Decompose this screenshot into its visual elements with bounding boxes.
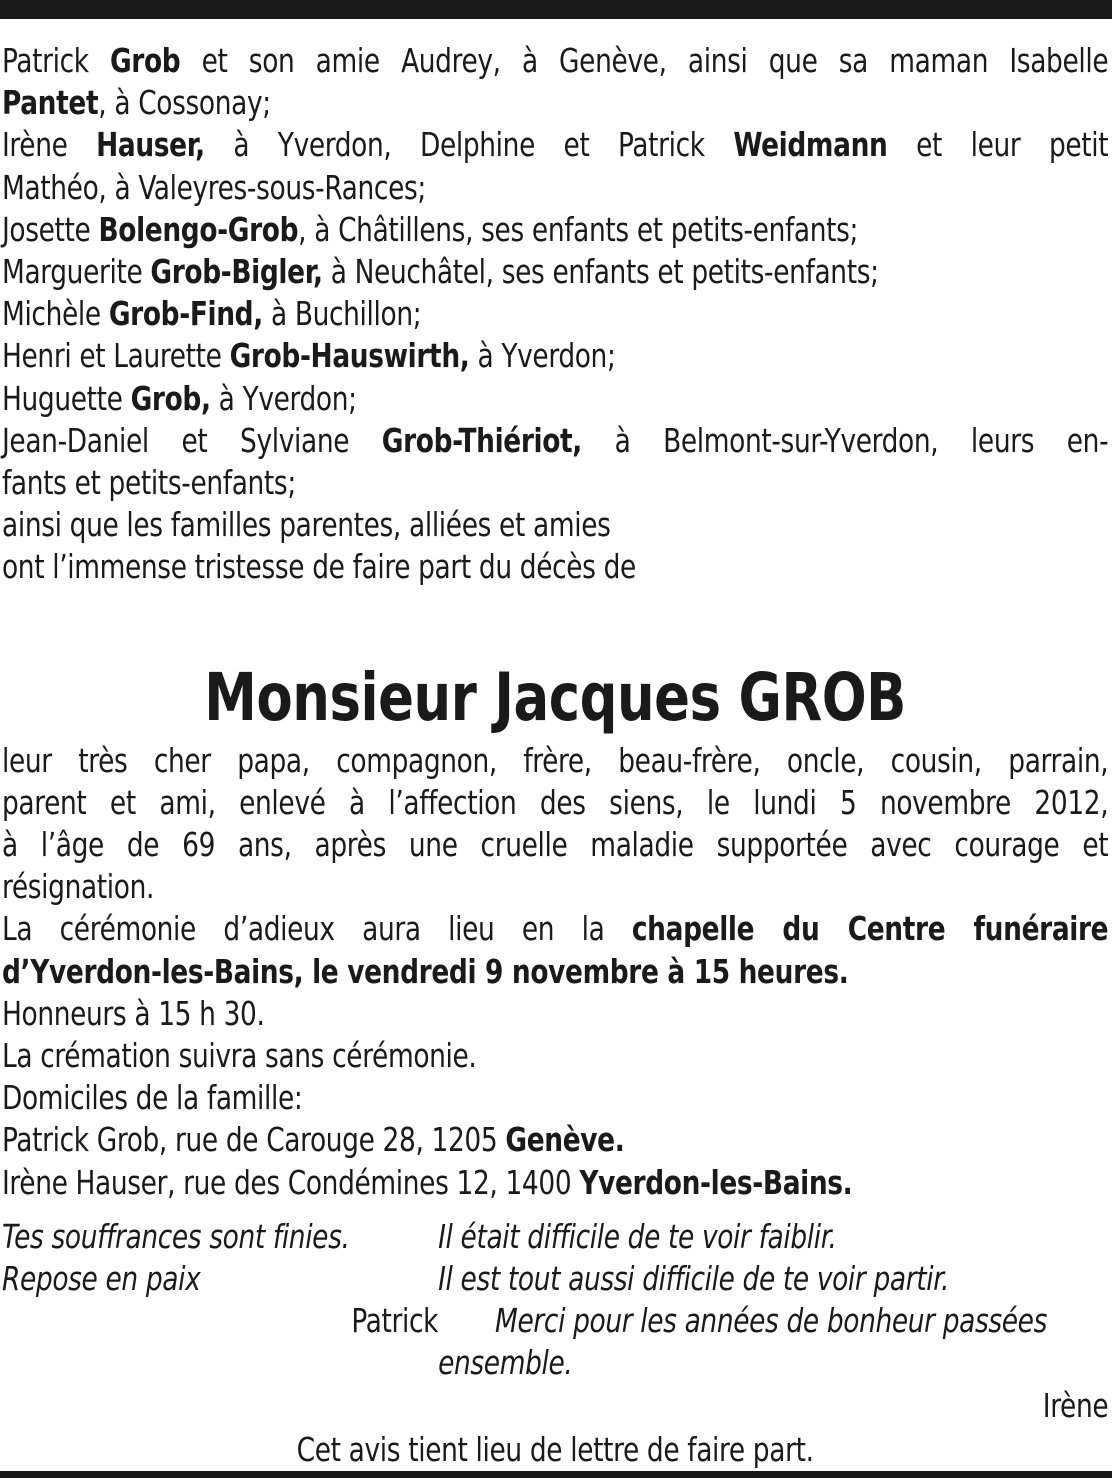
family-line: Irène Hauser, à Yverdon, Delphine et Patrick Weidmann et leur petit	[2, 125, 1109, 165]
family-line: Josette Bolengo-Grob, à Châtillens, ses enfants et petits-enfants;	[2, 209, 859, 249]
poem-right-line: Il était difficile de te voir faiblir.	[438, 1216, 837, 1256]
ceremony-line: La cérémonie d’adieux aura lieu en la chapelle du Centre funéraire	[2, 909, 1109, 949]
body-line: résignation.	[2, 867, 155, 907]
family-line: Pantet, à Cossonay;	[2, 83, 271, 123]
body-line: La crémation suivra sans cérémonie.	[2, 1036, 477, 1076]
poem	[2, 1216, 1108, 1471]
poem-right-line: Merci pour les années de bonheur passées	[495, 1301, 1047, 1341]
body-line: Honneurs à 15 h 30.	[2, 993, 265, 1033]
body-line: parent et ami, enlevé à l’affection des siens, le lundi 5 novembre 2012,	[2, 782, 1109, 822]
poem-right-line: ensemble.	[438, 1343, 573, 1383]
family-line: ont l’immense tristesse de faire part du décès de	[2, 547, 636, 587]
obituary-notice	[2, 40, 1109, 1471]
family-line: ainsi que les familles parentes, alliées et amies	[2, 505, 611, 545]
ceremony-line: d’Yverdon-les-Bains, le vendredi 9 novembre à 15 heures.	[2, 951, 849, 991]
family-line: Huguette Grob, à Yverdon;	[2, 378, 357, 418]
poem-left-line: Tes souffrances sont finies.	[2, 1216, 350, 1256]
top-rule	[0, 0, 1112, 19]
notice-body	[2, 740, 1108, 1204]
bottom-rule	[0, 1471, 1112, 1478]
body-line: à l’âge de 69 ans, après une cruelle maladie supportée avec courage et	[2, 825, 1109, 865]
family-line: Mathéo, à Valeyres-sous-Rances;	[2, 167, 426, 207]
closing-note: Cet avis tient lieu de lettre de faire part.	[296, 1429, 814, 1469]
body-line: leur très cher papa, compagnon, frère, beau-frère, oncle, cousin, parrain,	[2, 740, 1109, 780]
poem-row	[2, 1216, 1108, 1258]
family-line: Jean-Daniel et Sylviane Grob-Thiériot, à Belmont-sur-Yverdon, leurs en-	[2, 420, 1109, 460]
poem-left-line: Repose en paix	[2, 1259, 201, 1299]
family-line: Henri et Laurette Grob-Hauswirth, à Yverdon;	[2, 336, 616, 376]
signature-irene: Irène	[1042, 1385, 1109, 1425]
family-line: Marguerite Grob-Bigler, à Neuchâtel, ses enfants et petits-enfants;	[2, 252, 879, 292]
address-line: Patrick Grob, rue de Carouge 28, 1205 Genève.	[2, 1120, 625, 1160]
body-line: Domiciles de la famille:	[2, 1078, 303, 1118]
family-line: fants et petits-enfants;	[2, 463, 296, 503]
poem-right-line: Il est tout aussi difficile de te voir partir.	[438, 1259, 950, 1299]
family-line: Patrick Grob et son amie Audrey, à Genève, ainsi que sa maman Isabelle	[2, 41, 1109, 80]
family-list	[2, 40, 1108, 589]
signature-patrick: Patrick	[351, 1301, 439, 1341]
family-line: Michèle Grob-Find, à Buchillon;	[2, 294, 422, 334]
poem-row	[2, 1342, 1108, 1384]
poem-row	[2, 1258, 1108, 1300]
deceased-name: Monsieur Jacques GROB	[204, 658, 907, 736]
address-line: Irène Hauser, rue des Condémines 12, 1400 Yverdon-les-Bains.	[2, 1162, 853, 1202]
poem-row	[2, 1300, 1108, 1342]
